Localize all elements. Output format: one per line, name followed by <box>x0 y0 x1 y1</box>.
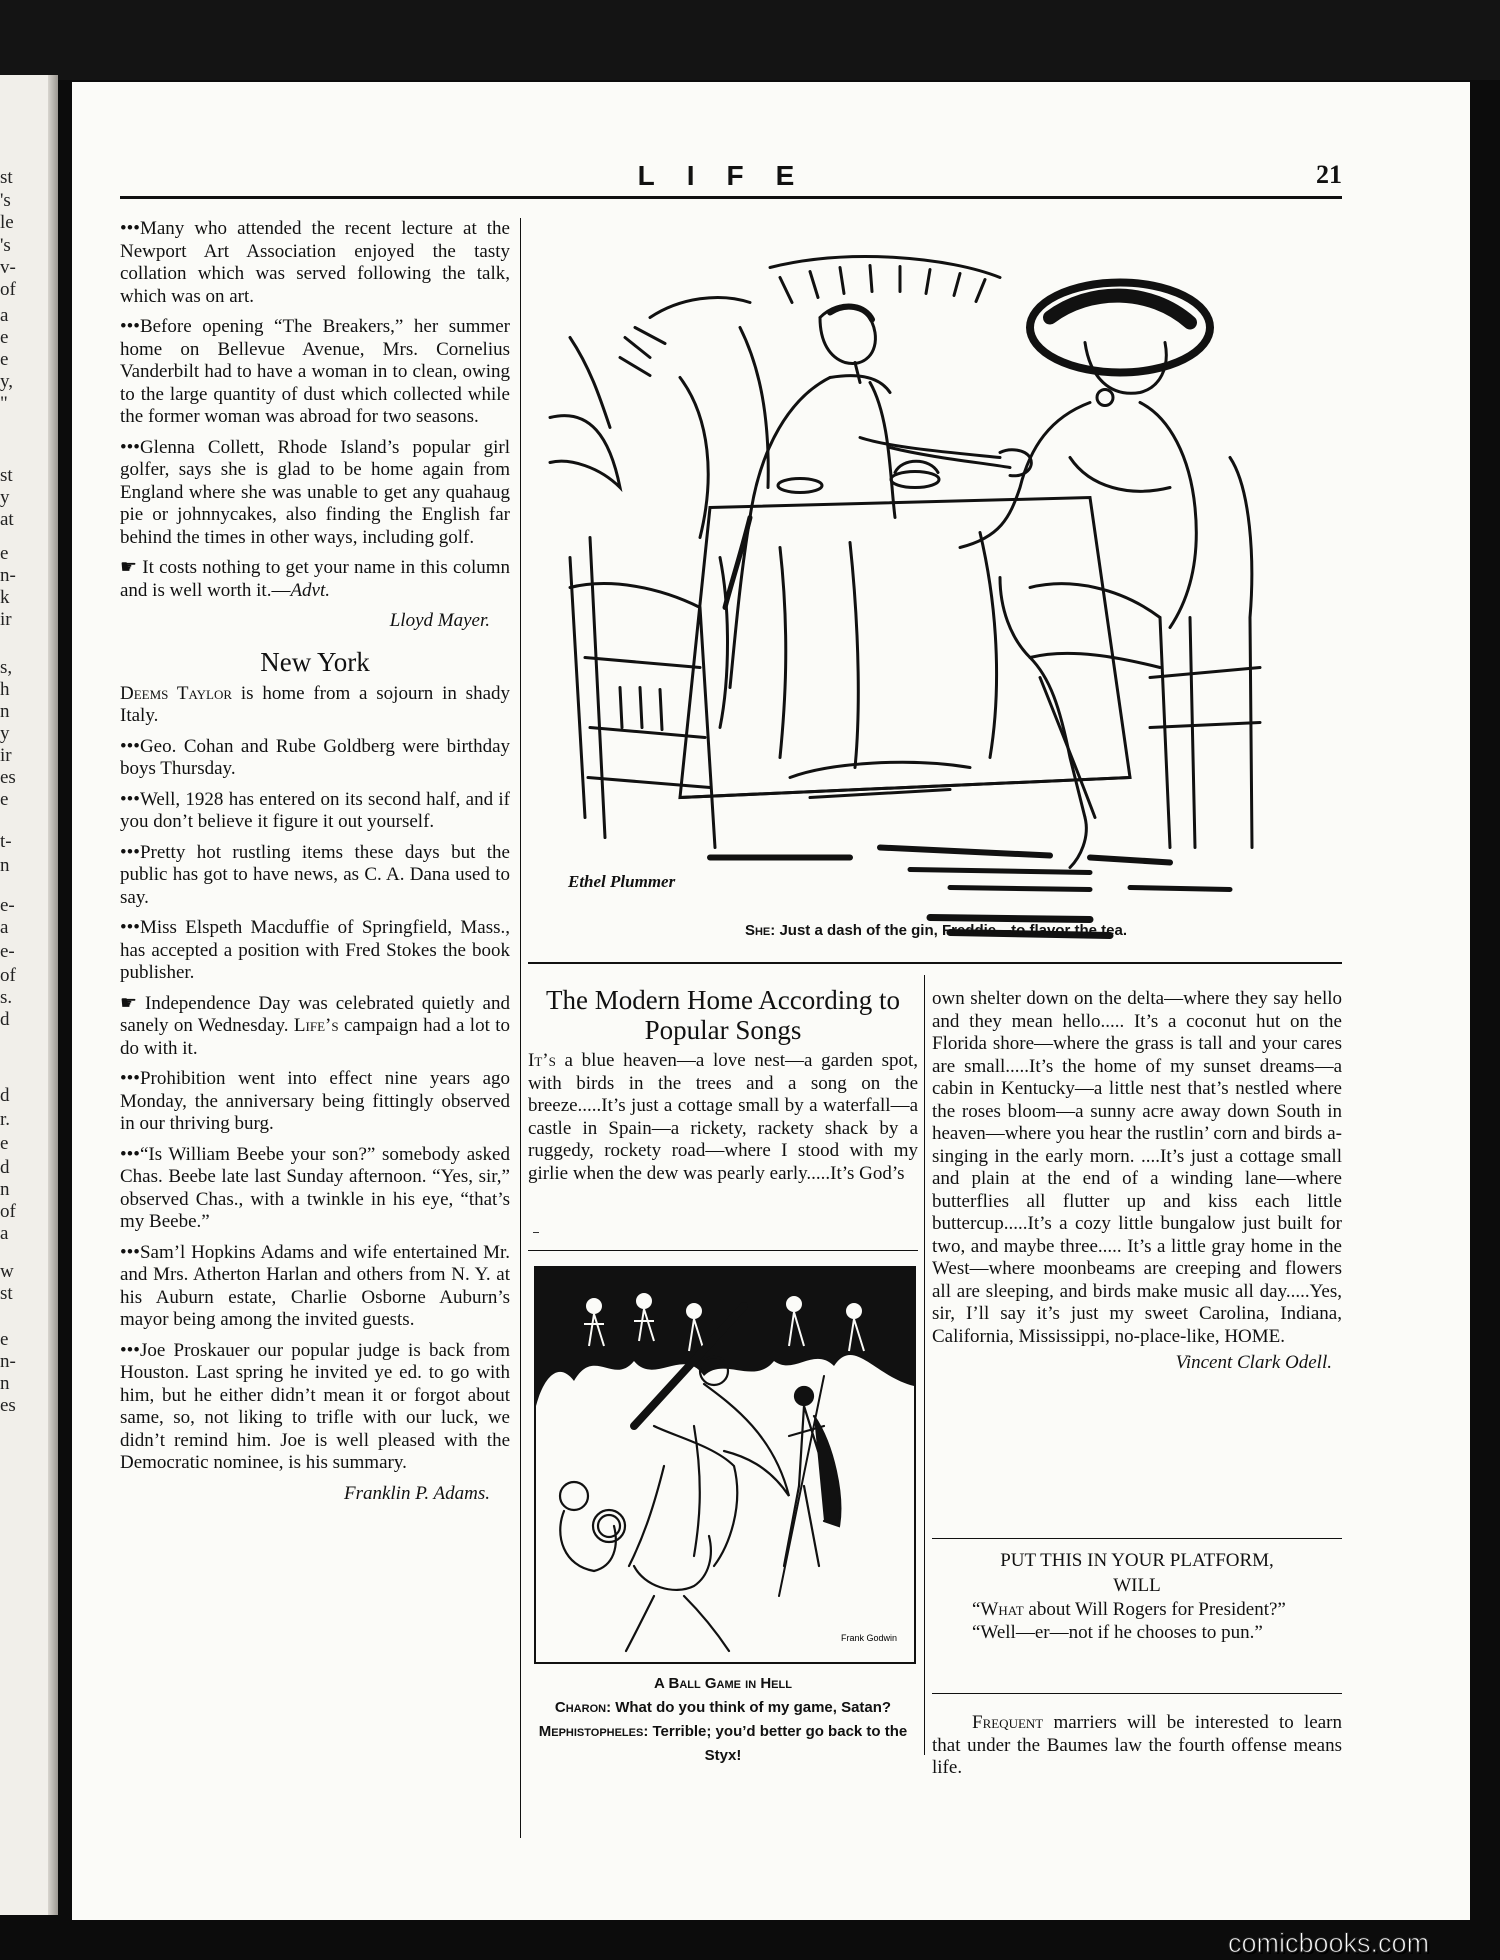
newyork-item: •••Pretty hot rustling items these days but the public has got to have news, as C. A. Dana used to say. <box>120 841 510 908</box>
prev-page-fragment: st <box>0 167 13 188</box>
prev-page-fragment: of <box>0 279 16 300</box>
newyork-item: •••“Is William Beebe your son?” somebody asked Chas. Beebe late last Sunday afternoon. “Yes, sir,” observed Chas., with a twinkle in his eye, “that’s my Beebe.” <box>120 1143 510 1232</box>
platform-question <box>932 1599 1342 1622</box>
column-divider-2 <box>924 975 925 1755</box>
scan-background-top <box>0 0 1500 80</box>
prev-page-fragment: n- <box>0 565 16 586</box>
watermark: comicbooks.com <box>1228 1928 1430 1958</box>
prev-page-fragment: n- <box>0 1351 16 1372</box>
prev-page-fragment: t- <box>0 831 12 852</box>
prev-page-fragment: es <box>0 767 16 788</box>
article-text: a blue heaven—a love nest—a garden spot, with birds in the trees and a song on the breeze.....It’s just a cottage small by a waterfall—a castle in Spain—a rickety, rackety shack by a ruggedy, rockety road—where I stood with my girlie when the dew was pearly early.....It’s God’s <box>528 1050 918 1184</box>
advt-item <box>120 557 510 602</box>
article-text-continued: own shelter down on the delta—where they say hello and they mean hello..... It’s a coconut hut on the Florida shore—where the grass is tall and your cares are small.....It’s the home of my sunset dreams—a cabin in Kentucky—a little nest that’s nestled where the roses bloom—a sunny acre away down South in heaven—where you hear the rustlin’ corn and birds a-singing in the early morn. ....It’s just a cottage small and plain at the end of a winding lane—where butterflies all flutter up and kiss each little buttercup.....It’s a cozy little bungalow just built for two, and maybe three..... It’s a little gray home in the West—where moonbeams are creeping and flowers all are sleeping, and birds make music all day.....Yes, sir, I’ll say it’s just my sweet Carolina, Indiana, California, Mississippi, no-place-like, HOME. <box>932 988 1342 1347</box>
lead-text: is home from a sojourn in shady Italy. <box>120 682 510 726</box>
prev-page-fragment: d <box>0 1157 10 1178</box>
prev-page-fragment: ir <box>0 609 12 630</box>
line-text: : Terrible; you’d better go back to the Styx! <box>643 1723 908 1764</box>
prev-page-fragment: a <box>0 917 9 938</box>
artist-signature-plummer: Ethel Plummer <box>568 872 676 891</box>
frequent-text: marriers will be interested to learn that under the Baumes law the fourth offense means life. <box>932 1712 1342 1778</box>
page-number: 21 <box>1316 160 1342 189</box>
life-name: Life’s <box>293 1015 339 1036</box>
prev-page-fragment: n <box>0 1179 10 1200</box>
newyork-item: •••Geo. Cohan and Rube Goldberg were birthday boys Thursday. <box>120 735 510 779</box>
cartoon-rule <box>528 1250 918 1251</box>
caption-line-charon <box>528 1696 918 1720</box>
prev-page-fragment: e- <box>0 941 15 962</box>
line-text: : What do you think of my game, Satan? <box>606 1699 892 1716</box>
prev-page-fragment: e <box>0 543 9 564</box>
platform-heading-line1: PUT THIS IN YOUR PLATFORM, <box>1000 1550 1274 1571</box>
platform-heading-line2: WILL <box>1113 1574 1161 1596</box>
newyork-item: •••Miss Elspeth Macduffie of Springfield, Mass., has accepted a position with Fred Stokes the book publisher. <box>120 917 510 983</box>
prev-page-fragment: s, <box>0 657 13 678</box>
page-header <box>122 160 1342 190</box>
prev-page-fragment: n <box>0 855 10 876</box>
prev-page-fragment: e <box>0 1133 9 1154</box>
prev-page-fragment: s. <box>0 987 13 1008</box>
question-text: about Will Rogers for President?” <box>1023 1599 1286 1620</box>
prev-page-fragment: " <box>0 393 8 414</box>
prev-page-fragment: e <box>0 789 9 810</box>
article-heading-modern-home: The Modern Home According to Popular Songs <box>546 985 900 1045</box>
artist-signature-godwin: Frank Godwin <box>840 1633 898 1643</box>
pointing-hand-icon: ☛ <box>120 557 138 578</box>
advt-text: It costs nothing to get your name in this column and is well worth it.— <box>120 557 510 601</box>
signature-lloyd-mayer: Lloyd Mayer. <box>389 610 490 631</box>
independence-item <box>120 993 510 1061</box>
prev-page-fragment: w <box>0 1261 14 1282</box>
indep-text: Independence Day was celebrated quietly and sanely on Wednesday. <box>120 992 510 1036</box>
indep-text-end: campaign had a lot to do with it. <box>120 1015 510 1059</box>
prev-page-fragment: y <box>0 487 10 508</box>
page-binding <box>48 75 58 1915</box>
prev-page-fragment: e <box>0 349 9 370</box>
lead-name: Deems Taylor <box>120 682 233 704</box>
newport-item: •••Many who attended the recent lecture at the Newport Art Association enjoyed the tasty collation which was served following the talk, which was on art. <box>120 218 510 307</box>
column-divider <box>520 218 521 1838</box>
speaker-charon: Charon <box>554 1699 607 1716</box>
cartoon-caption <box>530 922 1342 939</box>
prev-page-fragment: of <box>0 965 16 986</box>
newyork-item: •••Prohibition went into effect nine years ago Monday, the anniversary being fittingly observed in our thriving burg. <box>120 1068 510 1134</box>
prev-page-fragment: d <box>0 1009 10 1030</box>
platform-item <box>932 1550 1342 1644</box>
ball-game-in-hell-cartoon <box>534 1266 916 1664</box>
frequent-marriers-item <box>932 1712 1342 1780</box>
prev-page-fragment: y <box>0 723 10 744</box>
section-rule-frequent <box>932 1693 1342 1694</box>
article-body-col2 <box>932 988 1342 1389</box>
caption-text: : Just a dash of the gin, Freddie—to flavor the tea. <box>770 922 1127 939</box>
prev-page-fragment: d <box>0 1085 10 1106</box>
lead-caps: Frequent <box>972 1712 1044 1733</box>
prev-page-fragment: st <box>0 465 13 486</box>
question-caps: “What <box>972 1599 1024 1620</box>
prev-page-fragment: 's <box>0 190 11 211</box>
prev-page-fragment: v- <box>0 257 16 278</box>
prev-page-fragment: n <box>0 701 10 722</box>
prev-page-fragment: h <box>0 679 10 700</box>
newyork-item: •••Sam’l Hopkins Adams and wife entertained Mr. and Mrs. Atherton Harlan and others from N. Y. at his Auburn estate, Charlie Osborne Auburn’s mayor being among the invited guests. <box>120 1241 510 1330</box>
caption-line-mephistopheles <box>528 1720 918 1768</box>
cartoon-title: A Ball Game in Hell <box>654 1675 792 1692</box>
speaker-mephistopheles: Mephistopheles <box>538 1723 644 1740</box>
signature-vincent-odell: Vincent Clark Odell. <box>1175 1352 1332 1373</box>
newyork-item: •••Joe Proskauer our popular judge is back from Houston. Last spring he invited ye ed. to go with him, but he either didn’t mean it or forgot about same, so, not liking to trifle with our luck, we didn’t remind him. Joe is well pleased with the Democratic nominee, is his summary. <box>120 1339 510 1473</box>
divider-dot <box>533 1232 539 1233</box>
prev-page-fragment: 's <box>0 235 11 256</box>
magazine-title: LIFE <box>637 160 827 191</box>
prev-page-fragment: e- <box>0 895 15 916</box>
signature-franklin-p-adams: Franklin P. Adams. <box>343 1482 490 1504</box>
prev-page-fragment: le <box>0 212 14 233</box>
newport-item: •••Glenna Collett, Rhode Island’s popular girl golfer, says she is glad to be home again from England where she was unable to get any quahaug pie or johnnycakes, also finding the English far behind the times in other ways, including golf. <box>120 436 510 548</box>
prev-page-fragment: at <box>0 509 14 530</box>
newyork-item: •••Well, 1928 has entered on its second half, and if you don’t believe it figure it out yourself. <box>120 788 510 832</box>
prev-page-fragment: n <box>0 1373 10 1394</box>
prev-page-fragment: st <box>0 1283 13 1304</box>
prev-page-fragment: es <box>0 1395 16 1416</box>
prev-page-fragment: k <box>0 587 10 608</box>
advt-label: Advt. <box>290 579 331 601</box>
section-rule <box>528 962 1342 964</box>
section-rule-platform <box>932 1538 1342 1539</box>
previous-page-edge <box>0 75 58 1915</box>
gossip-column <box>120 218 510 1519</box>
prev-page-fragment: a <box>0 305 9 326</box>
prev-page-fragment: e <box>0 327 9 348</box>
prev-page-fragment: of <box>0 1201 16 1222</box>
platform-answer: “Well—er—not if he chooses to pun.” <box>972 1621 1263 1643</box>
prev-page-fragment: y, <box>0 371 14 392</box>
prev-page-fragment: r. <box>0 1109 11 1130</box>
prev-page-fragment: e <box>0 1329 9 1350</box>
newport-item: •••Before opening “The Breakers,” her summer home on Bellevue Avenue, Mrs. Cornelius Vanderbilt had to have a woman in to clean, owing to the large quantity of dust which collected while the former woman was abroad for two seasons. <box>120 316 510 427</box>
cartoon-caption-bottom <box>528 1672 918 1768</box>
caption-speaker: She <box>744 922 771 939</box>
section-heading-new-york: New York <box>260 646 370 677</box>
pointing-hand-icon: ☛ <box>120 992 138 1014</box>
newyork-lead-item <box>120 683 510 728</box>
lead-caps: It’s <box>528 1050 556 1071</box>
article-body-col1 <box>528 1050 918 1185</box>
prev-page-fragment: a <box>0 1223 9 1244</box>
header-rule <box>120 196 1342 199</box>
prev-page-fragment: ir <box>0 745 12 766</box>
